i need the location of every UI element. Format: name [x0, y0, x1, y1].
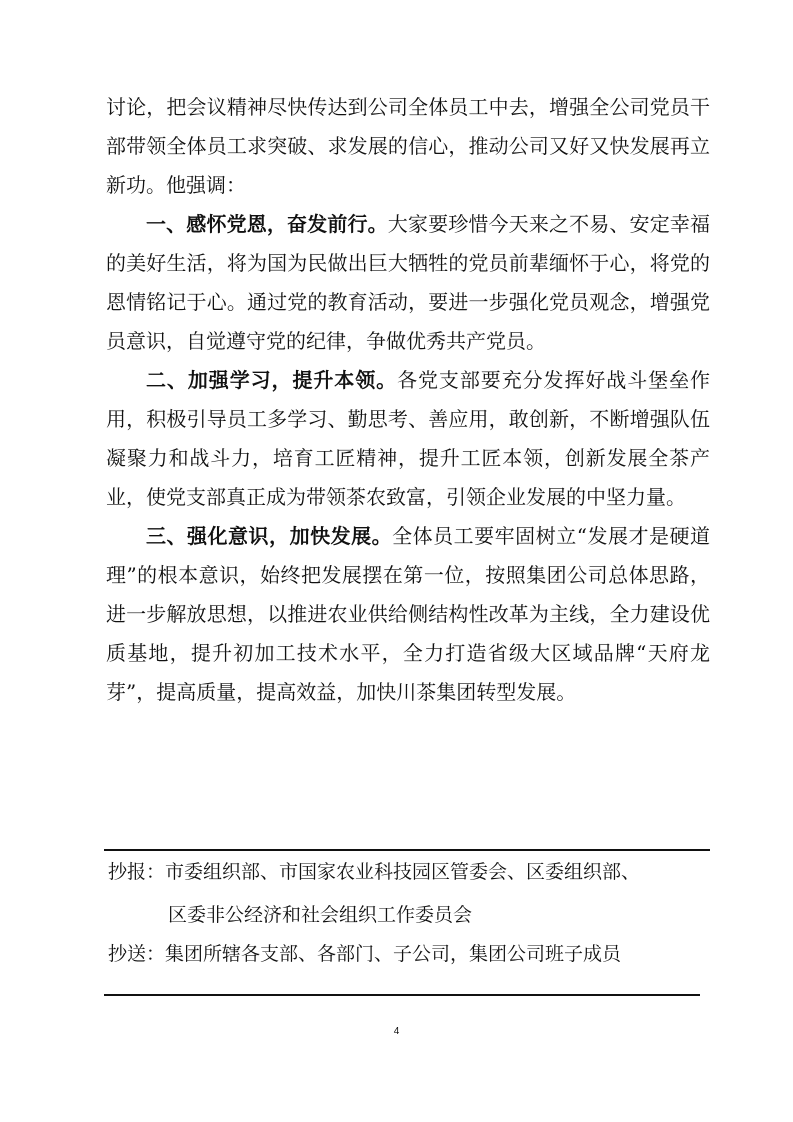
distribution-bottom-rule [104, 994, 700, 996]
paragraph-intro: 讨论，把会议精神尽快传达到公司全体员工中去，增强全公司党员干部带领全体员工求突破、求发展的信心，推动公司又好又快发展再立新功。他强调： [106, 95, 710, 197]
cc-send-line: 抄送：集团所辖各支部、各部门、子公司，集团公司班子成员 [108, 943, 622, 965]
paragraph-point-3 [106, 517, 710, 712]
cc-report-line-2: 区委非公经济和社会组织工作委员会 [168, 904, 473, 926]
document-body [106, 88, 710, 712]
point-1-heading: 一、感怀党恩，奋发前行。 [146, 212, 388, 236]
paragraph-point-2 [106, 361, 710, 517]
point-1-text: 大家要珍惜今天来之不易、安定幸福的美好生活，将为国为民做出巨大牺牲的党员前辈缅怀于心，将党的恩情铭记于心。通过党的教育活动，要进一步强化党员观念，增强党员意识，自觉遵守党的纪律，争做优秀共产党员。 [106, 212, 711, 353]
point-3-heading: 三、强化意识，加快发展。 [146, 524, 393, 548]
cc-report-line-1: 抄报：市委组织部、市国家农业科技园区管委会、区委组织部、 [108, 861, 641, 883]
point-2-text: 各党支部要充分发挥好战斗堡垒作用，积极引导员工多学习、勤思考、善应用，敢创新，不断增强队伍凝聚力和战斗力，培育工匠精神，提升工匠本领，创新发展全茶产业，使党支部真正成为带领茶农致富，引领企业发展的中坚力量。 [106, 368, 711, 509]
paragraph-point-1 [106, 205, 710, 361]
page-number: 4 [393, 1026, 400, 1037]
distribution-top-rule [104, 849, 710, 851]
point-3-text: 全体员工要牢固树立“发展才是硬道理”的根本意识，始终把发展摆在第一位，按照集团公司总体思路，进一步解放思想，以推进农业供给侧结构性改革为主线，全力建设优质基地，提升初加工技术水平，全力打造省级大区域品牌“天府龙芽”，提高质量，提高效益，加快川茶集团转型发展。 [106, 524, 710, 704]
point-2-heading: 二、加强学习，提升本领。 [146, 368, 398, 392]
